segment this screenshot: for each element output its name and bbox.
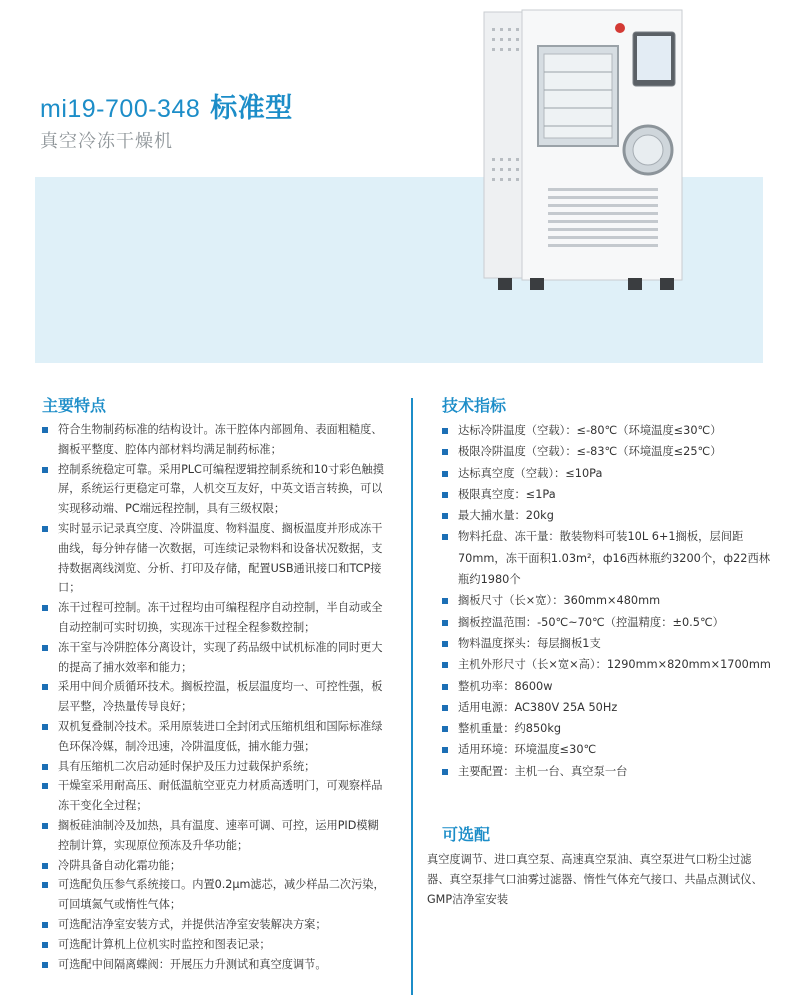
square-bullet-icon bbox=[42, 467, 48, 473]
square-bullet-icon bbox=[42, 882, 48, 888]
spec-item bbox=[442, 697, 772, 718]
column-divider bbox=[411, 398, 413, 995]
model-number: mi19-700-348 bbox=[40, 95, 201, 123]
spec-item-text: 主机外形尺寸（长×宽×高）：1290mm×820mm×1700mm bbox=[458, 658, 771, 672]
square-bullet-icon bbox=[442, 641, 448, 647]
square-bullet-icon bbox=[442, 684, 448, 690]
feature-item bbox=[42, 598, 387, 638]
spec-item bbox=[442, 484, 772, 505]
spec-item-text: 整机重量：约850kg bbox=[458, 722, 562, 736]
specs-title: 技术指标 bbox=[442, 396, 507, 415]
spec-item bbox=[442, 505, 772, 526]
feature-item-text: 搁板硅油制冷及加热，具有温度、速率可调、可控，运用PID模糊控制计算，实现原位预冻及升华功能； bbox=[58, 818, 379, 852]
spec-item bbox=[442, 676, 772, 697]
square-bullet-icon bbox=[442, 747, 448, 753]
square-bullet-icon bbox=[42, 764, 48, 770]
square-bullet-icon bbox=[42, 724, 48, 730]
feature-item bbox=[42, 519, 387, 598]
square-bullet-icon bbox=[42, 645, 48, 651]
feature-item bbox=[42, 875, 387, 915]
model-type: 标准型 bbox=[210, 93, 293, 123]
square-bullet-icon bbox=[442, 726, 448, 732]
features-title: 主要特点 bbox=[42, 396, 107, 415]
spec-item-text: 搁板尺寸（长×宽）：360mm×480mm bbox=[458, 594, 661, 608]
spec-item-text: 主要配置：主机一台、真空泵一台 bbox=[458, 764, 628, 778]
feature-item-text: 干燥室采用耐高压、耐低温航空亚克力材质高透明门，可观察样品冻干变化全过程； bbox=[58, 779, 383, 813]
spec-item-text: 物料温度探头：每层搁板1支 bbox=[458, 636, 601, 650]
feature-item bbox=[42, 757, 387, 777]
feature-item bbox=[42, 638, 387, 678]
square-bullet-icon bbox=[42, 962, 48, 968]
feature-item-text: 冻干室与冷阱腔体分离设计，实现了药品级中试机标准的同时更大的提高了捕水效率和能力； bbox=[58, 640, 383, 674]
spec-item-text: 达标冷阱温度（空载）：≤-80℃（环境温度≤30℃） bbox=[458, 424, 722, 437]
square-bullet-icon bbox=[42, 823, 48, 829]
square-bullet-icon bbox=[42, 605, 48, 611]
spec-item-text: 极限冷阱温度（空载）：≤-83℃（环境温度≤25℃） bbox=[458, 445, 722, 459]
spec-item bbox=[442, 761, 772, 782]
square-bullet-icon bbox=[442, 598, 448, 604]
square-bullet-icon bbox=[442, 492, 448, 498]
feature-item-text: 冷阱具备自动化霜功能； bbox=[58, 858, 182, 872]
feature-item-text: 可选配计算机上位机实时监控和图表记录； bbox=[58, 937, 271, 951]
feature-item-text: 符合生物制药标准的结构设计。冻干腔体内部圆角、表面粗糙度、搁板平整度、腔体内部材料均满足制药标准； bbox=[58, 423, 383, 456]
square-bullet-icon bbox=[442, 534, 448, 540]
spec-item bbox=[442, 612, 772, 633]
square-bullet-icon bbox=[42, 684, 48, 690]
product-subtitle: 真空冷冻干燥机 bbox=[40, 131, 173, 152]
feature-item-text: 控制系统稳定可靠。采用PLC可编程逻辑控制系统和10寸彩色触摸屏，系统运行更稳定可靠，人机交互友好，中英文语言转换，可以实现移动端、PC端远程控制，具有三级权限； bbox=[58, 462, 384, 516]
spec-item-text: 达标真空度（空载）：≤10Pa bbox=[458, 466, 603, 480]
spec-item bbox=[442, 739, 772, 760]
spec-item bbox=[442, 590, 772, 611]
square-bullet-icon bbox=[442, 620, 448, 626]
spec-item-text: 适用环境：环境温度≤30℃ bbox=[458, 743, 597, 757]
feature-item bbox=[42, 935, 387, 955]
feature-item bbox=[42, 955, 387, 975]
feature-item-text: 采用中间介质循环技术。搁板控温，板层温度均一、可控性强，板层平整，冷热量传导良好； bbox=[58, 680, 383, 714]
feature-item bbox=[42, 856, 387, 876]
features-list bbox=[42, 420, 387, 974]
feature-item bbox=[42, 677, 387, 717]
feature-item bbox=[42, 816, 387, 856]
spec-item-text: 适用电源：AC380V 25A 50Hz bbox=[458, 700, 618, 714]
specs-list bbox=[442, 420, 772, 782]
square-bullet-icon bbox=[42, 526, 48, 532]
spec-item-text: 物料托盘、冻干量：散装物料可装10L 6+1搁板，层间距70mm，冻干面积1.03m²，ф16西林瓶约3200个，ф22西林瓶约1980个 bbox=[458, 530, 771, 587]
square-bullet-icon bbox=[42, 922, 48, 928]
feature-item bbox=[42, 460, 387, 519]
square-bullet-icon bbox=[442, 513, 448, 519]
feature-item bbox=[42, 420, 387, 460]
square-bullet-icon bbox=[42, 942, 48, 948]
spec-item-text: 整机功率：8600w bbox=[458, 679, 553, 693]
spec-item bbox=[442, 633, 772, 654]
feature-item-text: 可选配负压参气系统接口。内置0.2μm滤芯，减少样品二次污染，可回填氮气或惰性气体； bbox=[58, 878, 385, 912]
square-bullet-icon bbox=[42, 863, 48, 869]
spec-item bbox=[442, 463, 772, 484]
spec-item-text: 最大捕水量：20kg bbox=[458, 509, 554, 523]
spec-item bbox=[442, 526, 772, 590]
square-bullet-icon bbox=[42, 783, 48, 789]
feature-item bbox=[42, 915, 387, 935]
square-bullet-icon bbox=[42, 427, 48, 433]
optional-text: 真空度调节、进口真空泵、高速真空泵油、真空泵进气口粉尘过滤器、真空泵排气口油雾过滤器、惰性气体充气接口、共晶点测试仪、GMP洁净室安装 bbox=[427, 853, 763, 906]
feature-item-text: 可选配洁净室安装方式，并提供洁净室安装解决方案； bbox=[58, 917, 327, 931]
spec-item bbox=[442, 654, 772, 675]
spec-item bbox=[442, 718, 772, 739]
feature-item-text: 冻干过程可控制。冻干过程均由可编程程序自动控制，半自动或全自动控制可实时切换，实现冻干过程全程参数控制； bbox=[58, 601, 383, 634]
feature-item bbox=[42, 717, 387, 757]
feature-item-text: 实时显示记录真空度、冷阱温度、物料温度、搁板温度并形成冻干曲线，每分钟存储一次数据，可连续记录物料和设备状况数据，支持数据离线浏览、分析、打印及存储，配置USB通讯接口和TCP接口； bbox=[58, 521, 383, 595]
spec-item-text: 极限真空度：≤1Pa bbox=[458, 487, 556, 501]
spec-item bbox=[442, 420, 772, 441]
freeze-dryer-image bbox=[478, 8, 690, 292]
square-bullet-icon bbox=[442, 662, 448, 668]
feature-item-text: 双机复叠制冷技术。采用原装进口全封闭式压缩机组和国际标准绿色环保冷媒，制冷迅速，冷阱温度低，捕水能力强； bbox=[58, 719, 383, 753]
spec-item-text: 搁板控温范围：-50℃~70℃（控温精度：±0.5℃） bbox=[458, 615, 724, 629]
square-bullet-icon bbox=[442, 769, 448, 775]
product-title bbox=[40, 86, 293, 125]
square-bullet-icon bbox=[442, 705, 448, 711]
feature-item-text: 可选配中间隔离蝶阀：开展压力升测试和真空度调节。 bbox=[58, 957, 327, 971]
square-bullet-icon bbox=[442, 449, 448, 455]
feature-item bbox=[42, 776, 387, 816]
square-bullet-icon bbox=[442, 471, 448, 477]
optional-title: 可选配 bbox=[442, 825, 491, 844]
square-bullet-icon bbox=[442, 428, 448, 434]
feature-item-text: 具有压缩机二次启动延时保护及压力过载保护系统； bbox=[58, 759, 316, 773]
spec-item bbox=[442, 441, 772, 462]
